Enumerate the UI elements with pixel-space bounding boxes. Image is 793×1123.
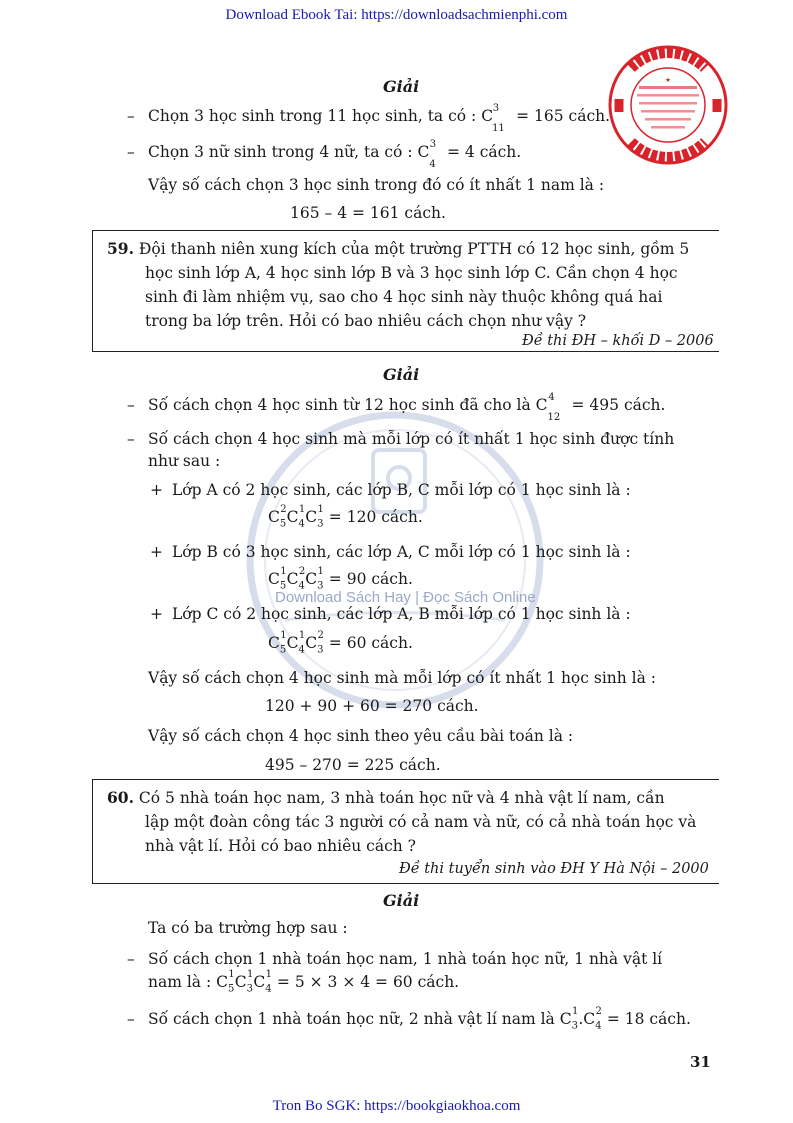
plus-bullet: + bbox=[150, 481, 163, 499]
dash-bullet: – bbox=[127, 430, 135, 448]
sol59-line-b2: như sau : bbox=[148, 452, 221, 470]
problem-text: lập một đoàn công tác 3 người có cả nam và nữ, có cả nhà toán học và bbox=[145, 813, 697, 831]
sol60-line-a2: nam là : $C_5^1C_3^1C_4^1 = 5 \times 3 \times 4 = 60$ cách. bbox=[148, 969, 460, 995]
sol59-case-c: Lớp C có 2 học sinh, các lớp A, B mỗi lớp có 1 học sinh là : bbox=[172, 605, 631, 623]
solution-heading: Giải bbox=[383, 77, 420, 96]
problem-number: 60. bbox=[107, 788, 134, 807]
dash-bullet: – bbox=[127, 1010, 135, 1028]
sol59-case-a-value: $C_5^2C_4^1C_3^1 = 120$ cách. bbox=[268, 504, 423, 530]
sol59-line-b1: Số cách chọn 4 học sinh mà mỗi lớp có ít nhất 1 học sinh được tính bbox=[148, 430, 675, 448]
sol59-line-e1: Vậy số cách chọn 4 học sinh theo yêu cầu bài toán là : bbox=[148, 727, 574, 745]
vie-share-stamp-logo bbox=[607, 44, 729, 166]
problem-number: 59. bbox=[107, 239, 134, 258]
problem-source: Đề thi tuyển sinh vào ĐH Y Hà Nội – 2000 bbox=[399, 861, 709, 877]
sol59-line-d2: 120 + 90 + 60 = 270 cách. bbox=[265, 697, 479, 715]
problem-text: Đội thanh niên xung kích của một trường PTTH có 12 học sinh, gồm 5 bbox=[138, 240, 690, 258]
solution-heading: Giải bbox=[383, 891, 420, 910]
footer-sgk-link[interactable]: Tron Bo SGK: https://bookgiaokhoa.com bbox=[272, 1098, 521, 1114]
sol59-case-a: Lớp A có 2 học sinh, các lớp B, C mỗi lớp có 1 học sinh là : bbox=[172, 481, 631, 499]
sol60-line-b: Số cách chọn 1 nhà toán học nữ, 2 nhà vật lí nam là $C_3^1.C_4^2 = 18$ cách. bbox=[148, 1006, 691, 1032]
sol59-line-a: Số cách chọn 4 học sinh từ 12 học sinh đã cho là $C_{12}^4 = 495$ cách. bbox=[148, 392, 666, 424]
problem-text: Có 5 nhà toán học nam, 3 nhà toán học nữ và 4 nhà vật lí nam, cần bbox=[138, 789, 665, 807]
plus-bullet: + bbox=[150, 605, 163, 623]
svg-text:★: ★ bbox=[665, 76, 671, 84]
dash-bullet: – bbox=[127, 396, 135, 414]
dash-bullet: – bbox=[127, 950, 135, 968]
watermark-text: Download Sách Hay | Đọc Sách Online bbox=[275, 589, 536, 606]
sol58-line4: 165 – 4 = 161 cách. bbox=[290, 204, 446, 222]
problem-text: học sinh lớp A, 4 học sinh lớp B và 3 học sinh lớp C. Cần chọn 4 học bbox=[145, 264, 678, 282]
problem-text: trong ba lớp trên. Hỏi có bao nhiêu cách chọn như vậy ? bbox=[145, 312, 587, 330]
sol60-intro: Ta có ba trường hợp sau : bbox=[148, 919, 348, 937]
sol58-line3: Vậy số cách chọn 3 học sinh trong đó có ít nhất 1 nam là : bbox=[148, 176, 605, 194]
problem-text: sinh đi làm nhiệm vụ, sao cho 4 học sinh này thuộc không quá hai bbox=[145, 288, 663, 306]
sol60-line-a1: Số cách chọn 1 nhà toán học nam, 1 nhà toán học nữ, 1 nhà vật lí bbox=[148, 950, 663, 968]
header-download-link[interactable]: Download Ebook Tai: https://downloadsachmienphi.com bbox=[225, 7, 568, 23]
page-number: 31 bbox=[690, 1053, 711, 1071]
sol58-line1: Chọn 3 học sinh trong 11 học sinh, ta có : $C_{11}^3 = 165$ cách. bbox=[148, 103, 611, 135]
problem-source: Đề thi ĐH – khối D – 2006 bbox=[522, 333, 714, 349]
plus-bullet: + bbox=[150, 543, 163, 561]
sol59-line-e2: 495 – 270 = 225 cách. bbox=[265, 756, 441, 774]
sol59-line-d1: Vậy số cách chọn 4 học sinh mà mỗi lớp có ít nhất 1 học sinh là : bbox=[148, 669, 657, 687]
solution-heading: Giải bbox=[383, 365, 420, 384]
dash-bullet: – bbox=[127, 143, 135, 161]
dash-bullet: – bbox=[127, 107, 135, 125]
problem-text: nhà vật lí. Hỏi có bao nhiêu cách ? bbox=[145, 837, 416, 855]
sol59-case-c-value: $C_5^1C_4^1C_3^2 = 60$ cách. bbox=[268, 630, 413, 656]
sol58-line2: Chọn 3 nữ sinh trong 4 nữ, ta có : $C_4^3 = 4$ cách. bbox=[148, 139, 522, 171]
sol59-case-b: Lớp B có 3 học sinh, các lớp A, C mỗi lớp có 1 học sinh là : bbox=[172, 543, 631, 561]
sol59-case-b-value: $C_5^1C_4^2C_3^1 = 90$ cách. bbox=[268, 566, 413, 592]
